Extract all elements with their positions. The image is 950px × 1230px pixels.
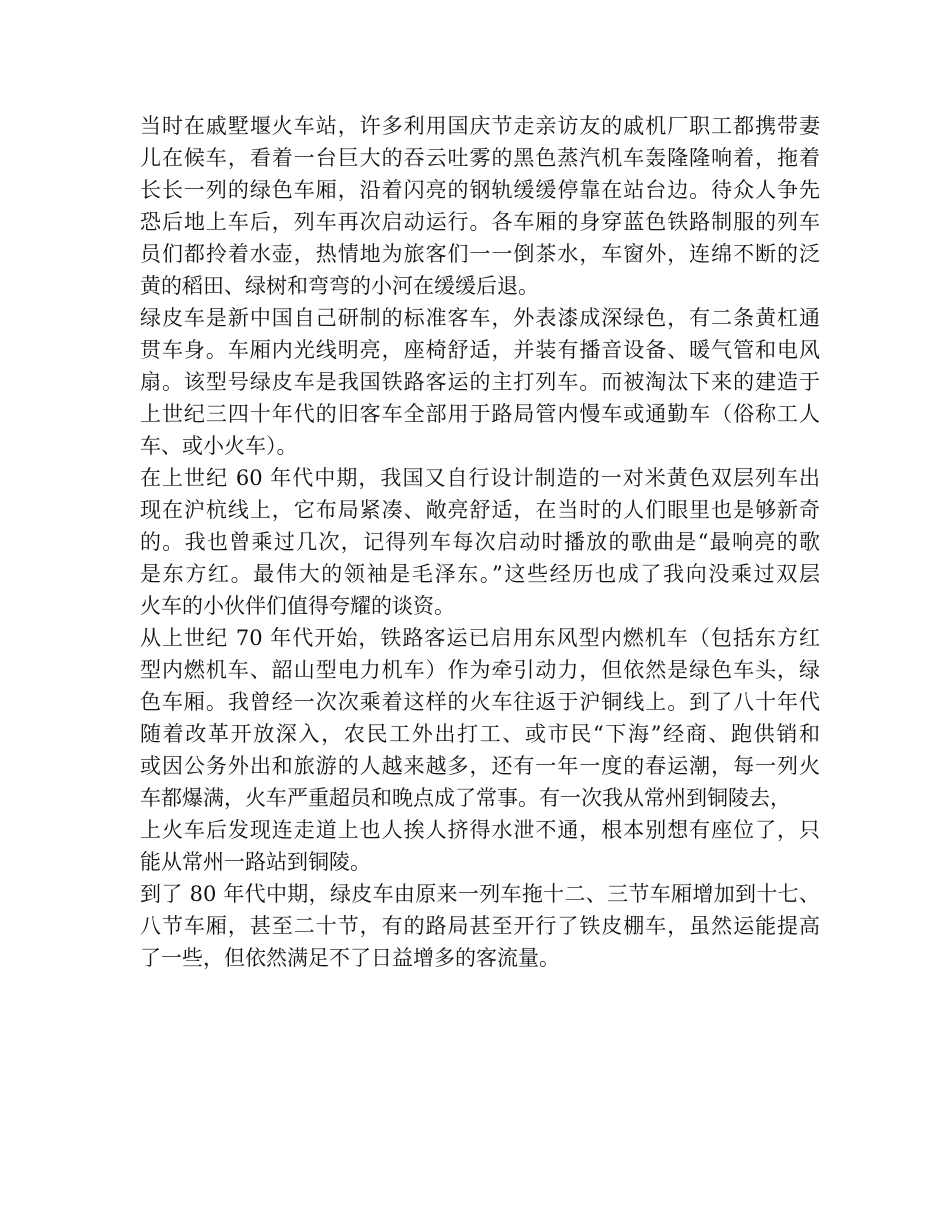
text-line: 是东方红。最伟大的领袖是毛泽东。”这些经历也成了我向没乘过双层 — [140, 562, 820, 586]
text-line: 儿在候车，看着一台巨大的吞云吐雾的黑色蒸汽机车轰隆隆响着，拖着 — [140, 146, 820, 170]
text-line: 长长一列的绿色车厢，沿着闪亮的钢轨缓缓停靠在站台边。待众人争先 — [140, 178, 820, 202]
text-line: 火车的小伙伴们值得夸耀的谈资。 — [140, 594, 455, 618]
text-line: 上火车后发现连走道上也人挨人挤得水泄不通，根本别想有座位了，只 — [140, 818, 820, 842]
text-line: 车都爆满，火车严重超员和晚点成了常事。有一次我从常州到铜陵去， — [140, 786, 791, 810]
text-line: 员们都拎着水壶，热情地为旅客们一一倒茶水，车窗外，连绵不断的泛 — [140, 242, 820, 266]
text-line: 随着改革开放深入，农民工外出打工、或市民“下海”经商、跑供销和 — [140, 722, 820, 746]
text-line: 色车厢。我曾经一次次乘着这样的火车往返于沪铜线上。到了八十年代 — [140, 690, 820, 714]
text-line: 在上世纪 60 年代中期，我国又自行设计制造的一对米黄色双层列车出 — [140, 466, 820, 490]
text-line: 了一些，但依然满足不了日益增多的客流量。 — [140, 946, 560, 970]
text-line: 上世纪三四十年代的旧客车全部用于路局管内慢车或通勤车（俗称工人 — [140, 402, 820, 426]
text-line: 恐后地上车后，列车再次启动运行。各车厢的身穿蓝色铁路制服的列车 — [140, 210, 820, 234]
text-line: 绿皮车是新中国自己研制的标准客车，外表漆成深绿色，有二条黄杠通 — [140, 306, 820, 330]
text-line: 从上世纪 70 年代开始，铁路客运已启用东风型内燃机车（包括东方红 — [140, 626, 820, 650]
text-line: 能从常州一路站到铜陵。 — [140, 850, 371, 874]
text-line: 黄的稻田、绿树和弯弯的小河在缓缓后退。 — [140, 274, 539, 298]
text-line: 或因公务外出和旅游的人越来越多，还有一年一度的春运潮，每一列火 — [140, 754, 820, 778]
text-line: 的。我也曾乘过几次，记得列车每次启动时播放的歌曲是“最响亮的歌 — [140, 530, 820, 554]
text-line: 型内燃机车、韶山型电力机车）作为牵引动力，但依然是绿色车头，绿 — [140, 658, 820, 682]
article-body — [140, 110, 820, 974]
text-line: 扇。该型号绿皮车是我国铁路客运的主打列车。而被淘汰下来的建造于 — [140, 370, 820, 394]
text-line: 贯车身。车厢内光线明亮，座椅舒适，并装有播音设备、暖气管和电风 — [140, 338, 820, 362]
text-line: 现在沪杭线上，它布局紧凑、敞亮舒适，在当时的人们眼里也是够新奇 — [140, 498, 820, 522]
text-line: 到了 80 年代中期，绿皮车由原来一列车拖十二、三节车厢增加到十七、 — [140, 882, 820, 906]
text-line: 车、或小火车）。 — [140, 434, 298, 458]
text-line: 八节车厢，甚至二十节，有的路局甚至开行了铁皮棚车，虽然运能提高 — [140, 914, 820, 938]
text-line: 当时在戚墅堰火车站，许多利用国庆节走亲访友的戚机厂职工都携带妻 — [140, 114, 820, 138]
